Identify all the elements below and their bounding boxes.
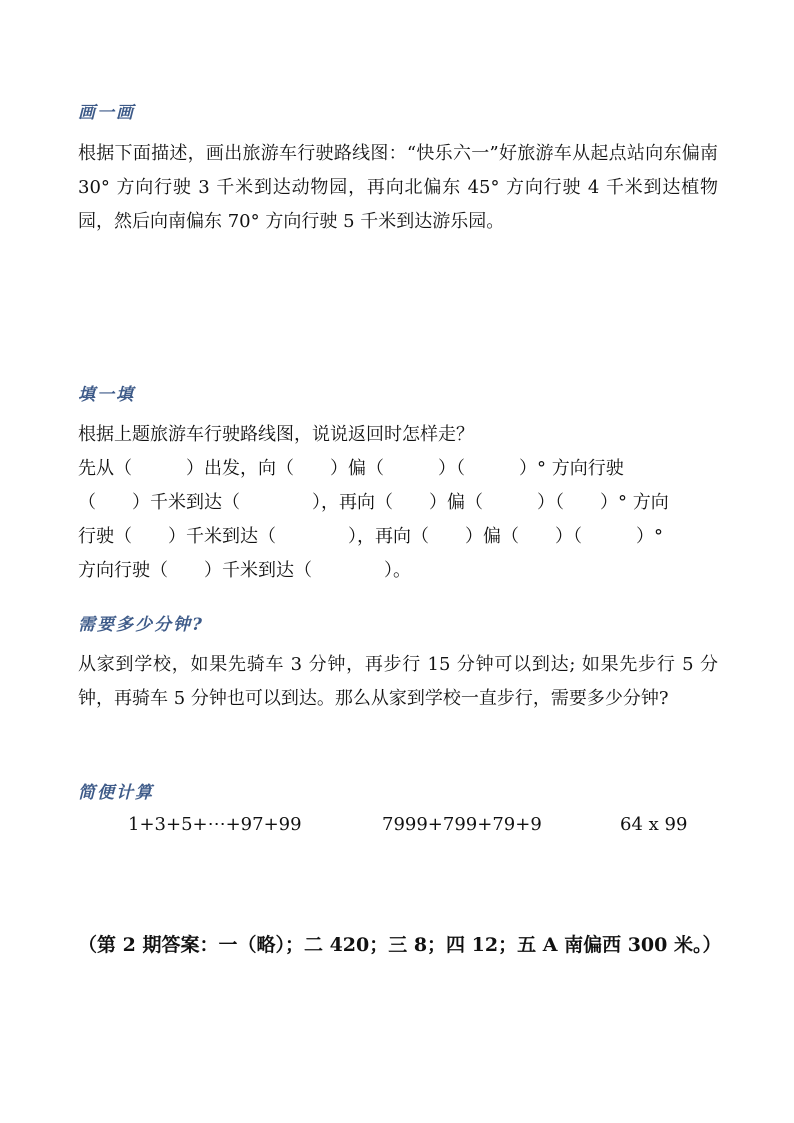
calc-problem-3: 64 x 99: [620, 814, 688, 835]
section-text-minutes: 从家到学校，如果先骑车 3 分钟，再步行 15 分钟可以到达; 如果先步行 5 分钟，再骑车 5 分钟也可以到达。那么从家到学校一直步行，需要多少分钟?: [78, 654, 718, 709]
calc-problem-1: 1+3+5+⋯+97+99: [128, 814, 302, 835]
section-heading-calc: 简便计算: [78, 783, 154, 803]
fill-question: 根据上题旅游车行驶路线图，说说返回时怎样走？: [78, 424, 474, 445]
section-heading-minutes: 需要多少分钟?: [78, 615, 204, 635]
section-text-draw: 根据下面描述，画出旅游车行驶路线图：“快乐六一”好旅游车从起点站向东偏南 30° 方向行驶 3 千米到达动物园，再向北偏东 45° 方向行驶 4 千米到达植物园，然后向南偏东 70° 方向行驶 5 千米到达游乐园。: [78, 143, 718, 232]
fill-line-2: （ ）千米到达（ ），再向（ ）偏（ ）（ ）° 方向: [78, 492, 669, 513]
fill-line-1: 先从（ ）出发，向（ ）偏（ ）（ ）° 方向行驶: [78, 458, 624, 479]
calc-problems: [0, 814, 794, 844]
section-text-fill: [78, 418, 718, 588]
calc-problem-2: 7999+799+79+9: [382, 814, 542, 835]
fill-line-4: 方向行驶（ ）千米到达（ ）。: [78, 560, 411, 581]
section-heading-fill: 填一填: [78, 385, 135, 405]
fill-line-3: 行驶（ ）千米到达（ ），再向（ ）偏（ ）（ ）°: [78, 526, 663, 547]
section-heading-draw: 画一画: [78, 103, 135, 123]
answer-key: （第 2 期答案：一（略）；二 420；三 8；四 12；五 A 南偏西 300 米。）: [78, 934, 722, 956]
